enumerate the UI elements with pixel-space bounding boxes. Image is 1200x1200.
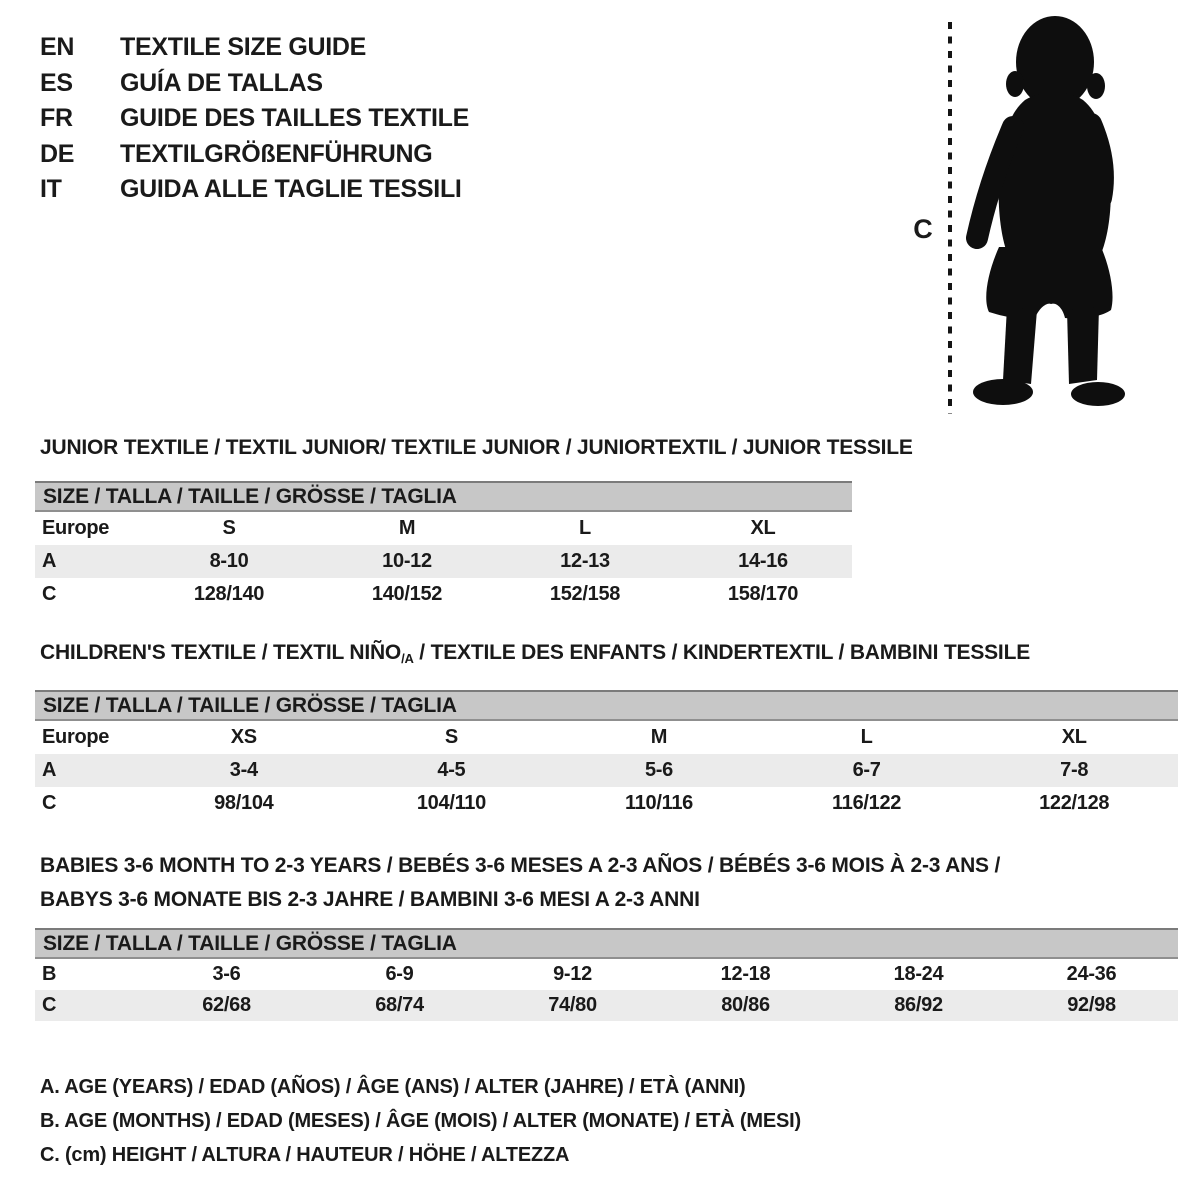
children-title-main: CHILDREN'S TEXTILE / TEXTIL NIÑO — [40, 641, 402, 664]
height-cell: 86/92 — [894, 994, 943, 1016]
babies-title-line2: BABYS 3-6 MONATE BIS 2-3 JAHRE / BAMBINI 3-6 MESI A 2-3 ANNI — [40, 888, 700, 911]
language-row — [40, 66, 469, 102]
table-row — [35, 578, 852, 611]
table-row — [35, 545, 852, 578]
size-cell: XL — [1061, 726, 1087, 748]
size-cell: XS — [230, 726, 257, 748]
children-section-title — [40, 641, 1030, 665]
size-cell: XL — [750, 517, 776, 539]
height-cell: 104/110 — [416, 792, 486, 814]
table-row — [35, 990, 1178, 1021]
legend-line-a: A. AGE (YEARS) / EDAD (AÑOS) / ÂGE (ANS) / ALTER (JAHRE) / ETÀ (ANNI) — [40, 1076, 746, 1098]
height-cell: 122/128 — [1039, 792, 1110, 814]
language-row — [40, 172, 469, 208]
row-label: Europe — [42, 726, 110, 748]
junior-section-title: JUNIOR TEXTILE / TEXTIL JUNIOR/ TEXTILE JUNIOR / JUNIORTEXTIL / JUNIOR TESSILE — [40, 436, 913, 459]
guide-title: GUIDE DES TAILLES TEXTILE — [120, 104, 470, 132]
row-label: A — [42, 550, 57, 572]
age-cell: 8-10 — [209, 550, 249, 572]
row-label: A — [42, 759, 57, 781]
language-code: IT — [40, 175, 62, 203]
language-code: DE — [40, 139, 75, 168]
language-row — [40, 30, 469, 66]
babies-size-table — [35, 928, 1178, 1021]
size-cell: L — [579, 517, 591, 539]
height-cell: 80/86 — [721, 994, 770, 1016]
height-cell: 158/170 — [727, 583, 799, 605]
table-size-header: SIZE / TALLA / TAILLE / GRÖSSE / TAGLIA — [35, 928, 1178, 959]
measurement-legend — [40, 1070, 801, 1172]
language-row — [40, 101, 469, 137]
age-cell: 12-18 — [720, 963, 771, 985]
height-cell: 128/140 — [193, 583, 265, 605]
height-cell: 140/152 — [371, 583, 443, 605]
height-measure-dashed-line — [948, 22, 952, 414]
table-row — [35, 787, 1178, 820]
table-row — [35, 754, 1178, 787]
age-cell: 10-12 — [382, 550, 432, 572]
height-measure-label: C — [913, 214, 933, 244]
height-cell: 74/80 — [548, 994, 597, 1016]
guide-title: GUIDA ALLE TAGLIE TESSILI — [120, 175, 462, 203]
age-cell: 6-9 — [385, 963, 414, 985]
age-cell: 3-4 — [229, 759, 258, 781]
row-label: C — [42, 583, 57, 605]
row-label: Europe — [42, 517, 110, 539]
language-header — [40, 30, 469, 208]
table-row — [35, 512, 852, 545]
age-cell: 4-5 — [437, 759, 466, 781]
height-cell: 152/158 — [549, 583, 621, 605]
size-cell: L — [860, 726, 873, 748]
row-label: B — [42, 963, 57, 985]
guide-title: TEXTILE SIZE GUIDE — [120, 33, 367, 61]
table-row — [35, 959, 1178, 990]
language-code: EN — [40, 33, 75, 61]
guide-title: TEXTILGRÖßENFÜHRUNG — [120, 139, 433, 168]
age-cell: 5-6 — [644, 759, 673, 781]
age-cell: 12-13 — [560, 550, 610, 572]
height-cell: 110/116 — [624, 792, 693, 814]
children-title-rest: / TEXTILE DES ENFANTS / KINDERTEXTIL / BAMBINI TESSILE — [413, 641, 1031, 664]
age-cell: 9-12 — [553, 963, 592, 985]
height-cell: 92/98 — [1067, 994, 1116, 1016]
row-label: C — [42, 994, 57, 1016]
language-row — [40, 137, 469, 173]
height-cell: 68/74 — [375, 994, 424, 1016]
babies-title-line1: BABIES 3-6 MONTH TO 2-3 YEARS / BEBÉS 3-6 MESES A 2-3 AÑOS / BÉBÉS 3-6 MOIS À 2-3 ANS / — [40, 854, 1001, 877]
language-code: ES — [40, 68, 73, 97]
junior-size-table — [35, 481, 852, 611]
height-cell: 98/104 — [214, 792, 274, 814]
legend-line-b: B. AGE (MONTHS) / EDAD (MESES) / ÂGE (MOIS) / ALTER (MONATE) / ETÀ (MESI) — [40, 1110, 801, 1132]
height-cell: 116/122 — [832, 792, 902, 814]
babies-section-title — [40, 849, 1000, 917]
toddler-silhouette — [963, 12, 1138, 414]
legend-line-c: C. (cm) HEIGHT / ALTURA / HAUTEUR / HÖHE / ALTEZZA — [40, 1144, 570, 1166]
age-cell: 6-7 — [852, 759, 881, 781]
children-size-table — [35, 690, 1178, 820]
age-cell: 18-24 — [893, 963, 944, 985]
table-size-header: SIZE / TALLA / TAILLE / GRÖSSE / TAGLIA — [35, 690, 1178, 721]
height-cell: 62/68 — [202, 994, 251, 1016]
row-label: C — [42, 792, 57, 814]
age-cell: 7-8 — [1060, 759, 1089, 781]
size-cell: S — [444, 726, 458, 748]
table-size-header: SIZE / TALLA / TAILLE / GRÖSSE / TAGLIA — [35, 481, 852, 512]
age-cell: 3-6 — [212, 963, 241, 985]
language-code: FR — [40, 104, 73, 132]
age-cell: 24-36 — [1066, 963, 1117, 985]
table-row — [35, 721, 1178, 754]
size-cell: M — [398, 517, 416, 539]
size-cell: M — [650, 726, 668, 748]
age-cell: 14-16 — [738, 550, 788, 572]
size-cell: S — [222, 517, 236, 539]
children-title-sub: /A — [401, 651, 414, 666]
guide-title: GUÍA DE TALLAS — [120, 68, 323, 97]
